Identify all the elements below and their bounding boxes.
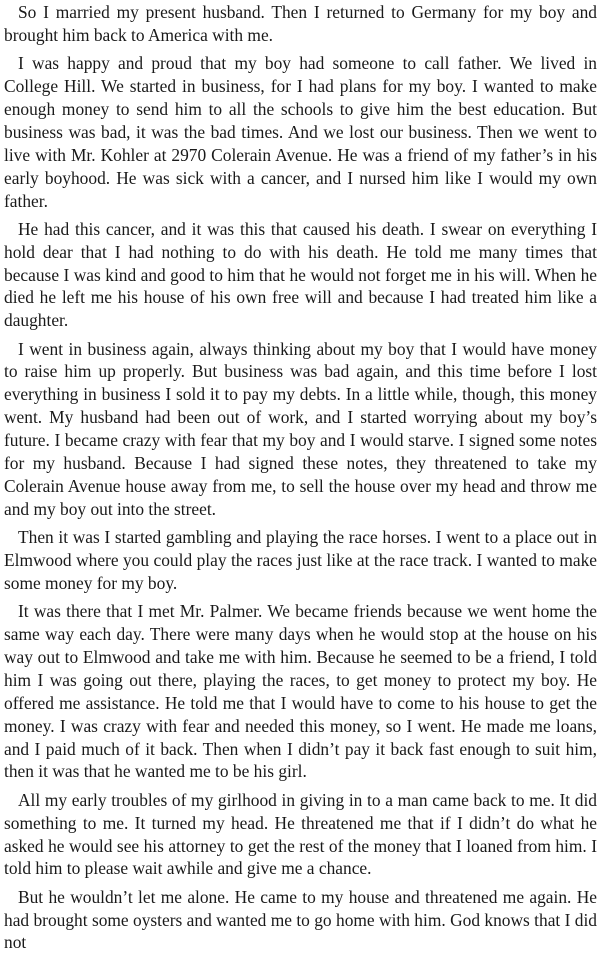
paragraph-3: He had this cancer, and it was this that caused his death. I swear on everything I hold dear that I had nothing to do with his death. He told me many times that because I was kind and good to him that he would not forget me in his will. When he died he left me his house of his own free will and because I had treated him like a daughter. [4, 218, 597, 331]
paragraph-6: It was there that I met Mr. Palmer. We became friends because we went home the same way each day. There were many days when he would stop at the house on his way out to Elmwood and take me with him. Because he seemed to be a friend, I told him I was going out there, playing the races, to get money to protect my boy. He offered me assistance. He told me that I would have to come to his house to get the money. I was crazy with fear and needed this money, so I went. He made me loans, and I paid much of it back. Then when I didn’t pay it back fast enough to suit him, then it was that he wanted me to be his girl. [4, 601, 597, 782]
paragraph-2: I was happy and proud that my boy had someone to call father. We lived in College Hill. We started in business, for I had plans for my boy. I wanted to make enough money to send him to all the schools to give him the best education. But business was bad, it was the bad times. And we lost our business. Then we went to live with Mr. Kohler at 2970 Colerain Avenue. He was a friend of my father’s in his early boyhood. He was sick with a cancer, and I nursed him like I would my own father. [4, 53, 597, 211]
paragraph-4: I went in business again, always thinking about my boy that I would have money to raise him up properly. But business was bad again, and this time before I lost everything in business I sold it to pay my debts. In a little while, though, this money went. My husband had been out of work, and I started worrying about my boy’s future. I became crazy with fear that my boy and I would starve. I signed some notes for my husband. Because I had signed these notes, they threatened to take my Colerain Avenue house away from me, to sell the house over my head and throw me and my boy out into the street. [4, 338, 597, 519]
paragraph-8: But he wouldn’t let me alone. He came to my house and threatened me again. He had brought some oysters and wanted me to go home with him. God knows that I did not [4, 886, 597, 953]
paragraph-1: So I married my present husband. Then I returned to Germany for my boy and brought him back to America with me. [4, 2, 597, 45]
paragraph-5: Then it was I started gambling and playing the race horses. I went to a place out in Elmwood where you could play the races just like at the race track. I wanted to make some money for my boy. [4, 527, 597, 593]
paragraph-7: All my early troubles of my girlhood in giving in to a man came back to me. It did something to me. It turned my head. He threatened me that if I didn’t do what he asked he would see his attorney to get the rest of the money that I loaned from him. I told him to please wait awhile and give me a chance. [4, 789, 597, 879]
